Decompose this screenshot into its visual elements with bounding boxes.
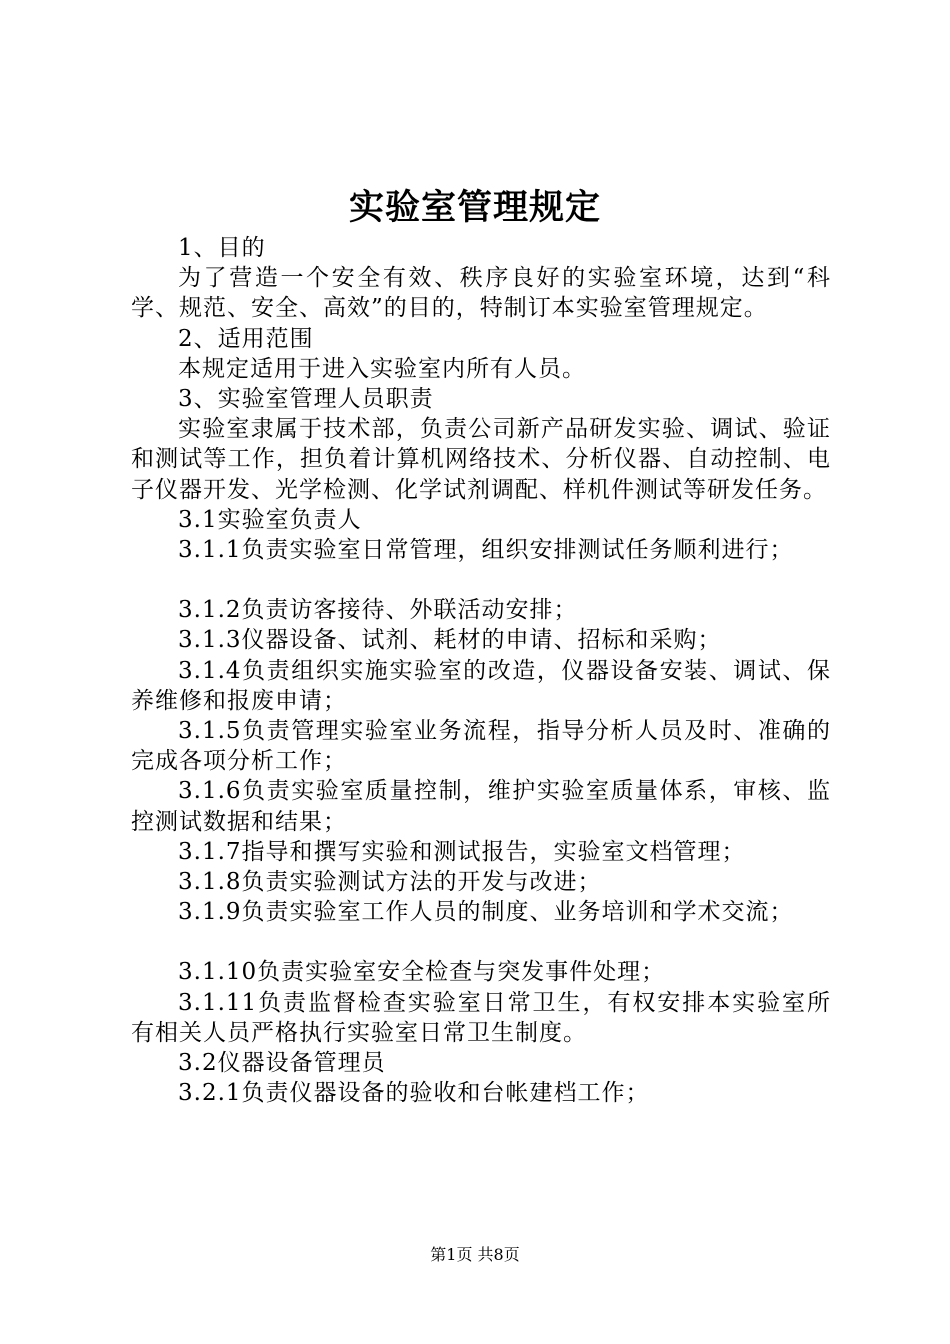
list-item-3-1-2: 3.1.2负责访客接待、外联活动安排； (178, 597, 578, 624)
page-footer: 第1页 共8页 (430, 1245, 520, 1264)
paragraph-duties: 实验室隶属于技术部，负责公司新产品研发实验、调试、验证和测试等工作，担负着计算机网络技术、分析仪器、自动控制、电子仪器开发、光学检测、化学试剂调配、样机件测试等研发任务。 (131, 416, 831, 503)
list-item-3-1-8: 3.1.8负责实验测试方法的开发与改进； (178, 869, 602, 896)
list-item-3-1-3: 3.1.3仪器设备、试剂、耗材的申请、招标和采购； (178, 627, 722, 654)
list-item-3-1-11: 3.1.11负责监督检查实验室日常卫生，有权安排本实验室所有相关人员严格执行实验室日常卫生制度。 (131, 989, 831, 1046)
section-heading-duties: 3、实验室管理人员职责 (178, 386, 434, 413)
list-item-3-1-6: 3.1.6负责实验室质量控制，维护实验室质量体系，审核、监控测试数据和结果； (131, 778, 831, 835)
document-title: 实验室管理规定 (348, 187, 601, 228)
paragraph-purpose: 为了营造一个安全有效、秩序良好的实验室环境，达到“科学、规范、安全、高效”的目的，特制订本实验室管理规定。 (131, 265, 831, 322)
document-body (131, 233, 831, 1108)
list-item-3-1-1: 3.1.1负责实验室日常管理，组织安排测试任务顺利进行； (178, 537, 794, 564)
list-item-3-1-9: 3.1.9负责实验室工作人员的制度、业务培训和学术交流； (178, 899, 794, 926)
paragraph-scope: 本规定适用于进入实验室内所有人员。 (178, 355, 586, 382)
section-heading-purpose: 1、目的 (178, 235, 266, 261)
list-item-3-1-10: 3.1.10负责实验室安全检查与突发事件处理； (178, 959, 666, 986)
list-item-3-1-5: 3.1.5负责管理实验室业务流程，指导分析人员及时、准确的完成各项分析工作； (131, 718, 831, 775)
section-heading-scope: 2、适用范围 (178, 325, 314, 352)
list-item-3-1-7: 3.1.7指导和撰写实验和测试报告，实验室文档管理； (178, 838, 746, 865)
list-item-3-1-4: 3.1.4负责组织实施实验室的改造，仪器设备安装、调试、保养维修和报废申请； (131, 657, 831, 714)
subsection-heading-lab-head: 3.1实验室负责人 (178, 506, 362, 533)
list-item-3-2-1: 3.2.1负责仪器设备的验收和台帐建档工作； (178, 1080, 650, 1107)
subsection-heading-equipment-admin: 3.2仪器设备管理员 (178, 1050, 386, 1077)
